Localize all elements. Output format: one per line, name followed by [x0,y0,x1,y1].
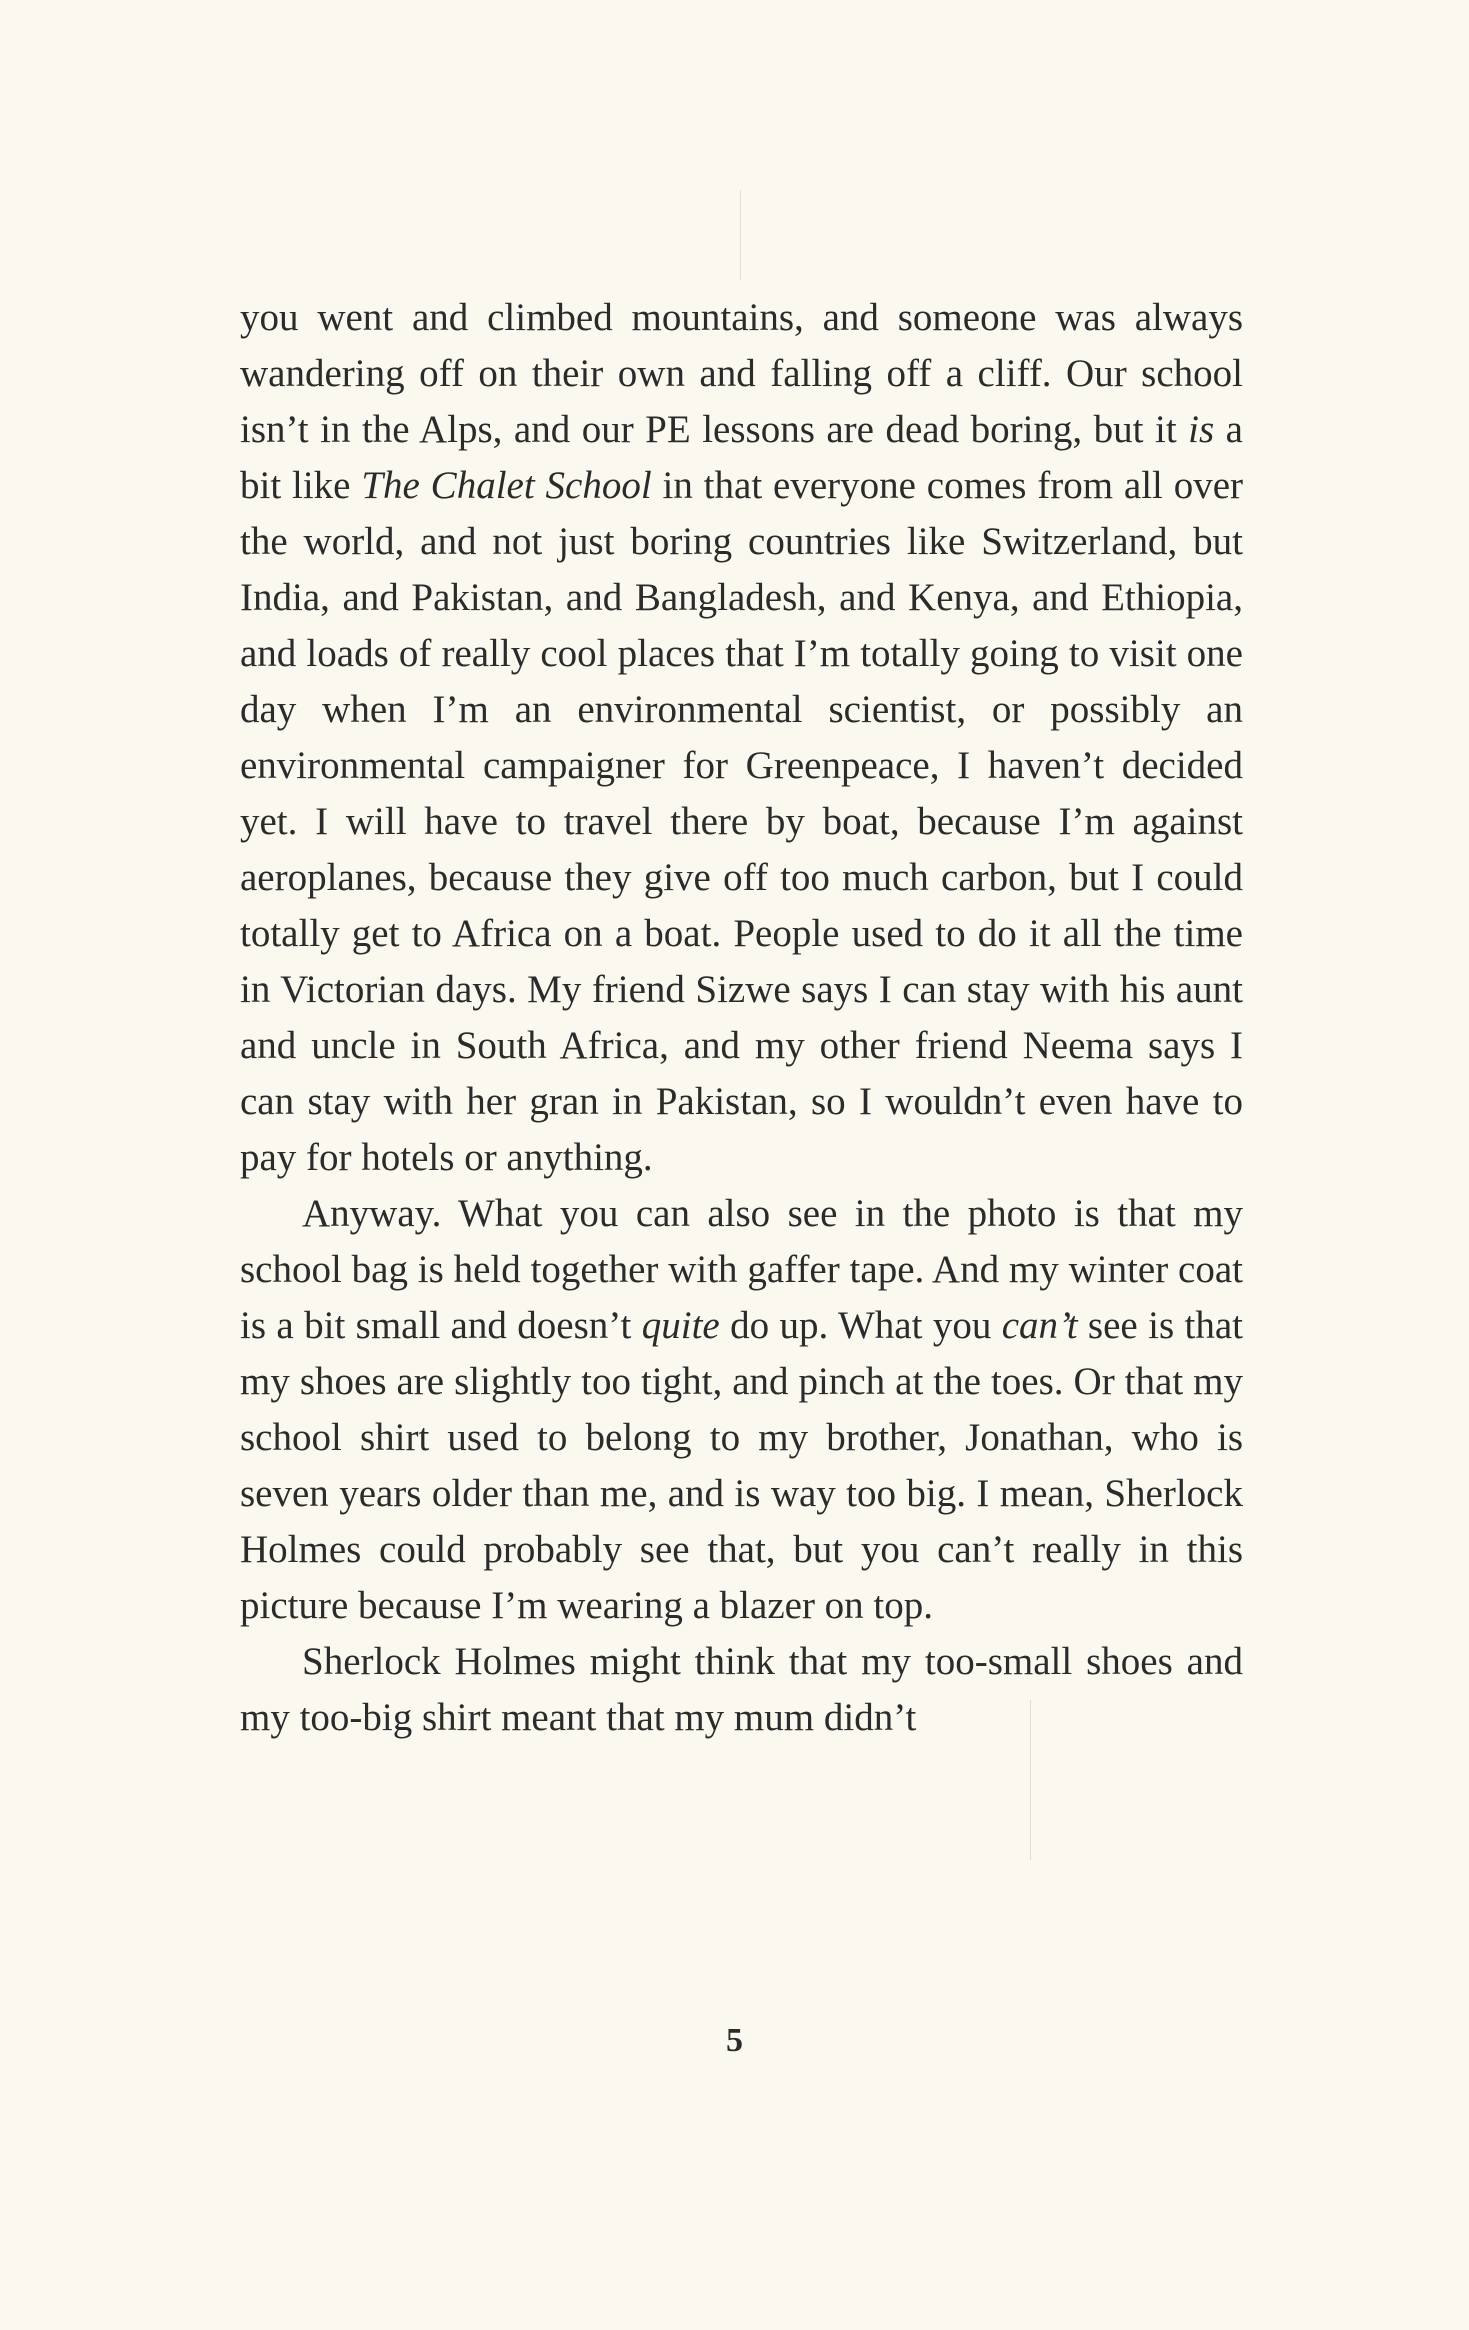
page-number: 5 [726,2022,743,2059]
paragraph: Sherlock Holmes might think that my too-small shoes and my too-big shirt meant that my mum didn’t [240,1640,1243,1739]
paper-crease [740,190,741,280]
paragraph: Anyway. What you can also see in the photo is that my school bag is held together with gaffer tape. And my winter coat is a bit small and doesn’t quite do up. What you can’t see is that my shoes are slightly too tight, and pinch at the toes. Or that my school shirt used to belong to my brother, Jonathan, who is seven years older than me, and is way too big. I mean, Sherlock Holmes could probably see that, but you can’t really in this picture because I’m wearing a blazer on top. [240,1192,1243,1627]
body-text [240,290,1243,1746]
paragraph: you went and climbed mountains, and someone was always wandering off on their own and falling off a cliff. Our school isn’t in the Alps, and our PE lessons are dead boring, but it is a bit like The Chalet School in that everyone comes from all over the world, and not just boring countries like Switzerland, but India, and Pakistan, and Bangladesh, and Kenya, and Ethiopia, and loads of really cool places that I’m totally going to visit one day when I’m an environmental scientist, or possibly an environmental campaigner for Greenpeace, I haven’t decided yet. I will have to travel there by boat, because I’m against aeroplanes, because they give off too much carbon, but I could totally get to Africa on a boat. People used to do it all the time in Victorian days. My friend Sizwe says I can stay with his aunt and uncle in South Africa, and my other friend Neema says I can stay with her gran in Pakistan, so I wouldn’t even have to pay for hotels or anything. [240,296,1244,1179]
